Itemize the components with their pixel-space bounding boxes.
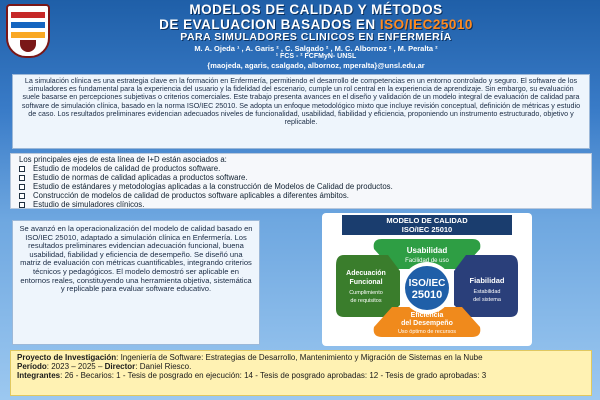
model-title-line-1: MODELO DE CALIDAD: [386, 216, 468, 225]
director-label: Director: [104, 362, 136, 372]
period-value: : 2023 – 2025 –: [46, 362, 105, 372]
project-info-footer: [10, 350, 592, 396]
period-line: [17, 362, 585, 371]
logo-stripe-red: [11, 12, 45, 18]
project-label: Proyecto de Investigación: [17, 353, 117, 362]
members-value: : 26 - Becarios: 1 - Tesis de posgrado en ejecución: 14 - Tesis de posgrado aprobadas: 12 - Tesis de grado aprobadas: 3: [60, 371, 487, 381]
authors: M. A. Ojeda ¹ , A. Garis ² , C. Salgado ² , M. C. Albornoz ² , M. Peralta ²: [194, 44, 438, 53]
checkbox-icon: [19, 202, 25, 208]
list-item: [19, 201, 583, 210]
fiabilidad-sublabel-2: del sistema: [473, 297, 501, 303]
fiabilidad-sublabel-1: Estabilidad: [473, 289, 501, 295]
eficiencia-sublabel: Uso óptimo de recursos: [397, 329, 457, 335]
author-emails: {maojeda, agaris, csalgado, albornoz, mperalta}@unsl.edu.ar: [207, 61, 425, 70]
usabilidad-label: Usabilidad: [406, 246, 448, 255]
list-item-text: Estudio de estándares y metodologías aplicadas a la construcción de Modelos de Calidad de productos.: [33, 181, 393, 191]
list-item-text: Construcción de modelos de calidad de productos software aplicables a diferentes ámbitos.: [33, 190, 349, 200]
checkbox-icon: [19, 175, 25, 181]
fiabilidad-segment: [454, 255, 518, 317]
list-item-text: Estudio de simuladores clínicos.: [33, 199, 145, 209]
checkbox-icon: [19, 193, 25, 199]
period-label: Período: [17, 362, 47, 372]
research-axes-box: [10, 153, 592, 209]
fiabilidad-label: Fiabilidad: [469, 276, 505, 285]
model-title-line-2: ISO/IEC 25010: [401, 225, 453, 234]
members-label: Integrantes: [17, 371, 61, 381]
members-line: [17, 371, 585, 380]
usabilidad-sublabel: Facilidad de uso: [405, 258, 449, 264]
abstract-box: La simulación clínica es una estrategia clave en la formación en Enfermería, permitiendo el desarrollo de competencias en un entorno controlado y seguro. El software de los simuladores es fundamental para la experiencia del usuario y la fidelidad del escenario, cumple un rol central en la experiencia de aprendizaje. Sin embargo, su evaluación suele basarse en percepciones subjetivas o criterios comerciales. Este trabajo presenta avances en el diseño y validación de un modelo integral de evaluación de calidad para software de simulación clínica, basado en la norma ISO/IEC 25010. Se adopta un enfoque metodológico mixto que incluye revisión conceptual, definición de métricas y estudio de caso. Los resultados preliminares evidencian adecuados niveles de funcionalidad, usabilidad, fiabilidad y eficiencia, proponiendo un instrumento estructurado, objetivo y replicable.: [12, 74, 590, 149]
eficiencia-label-2: del Desempeño: [401, 320, 453, 327]
title-line-3: PARA SIMULADORES CLINICOS EN ENFERMERÍA: [180, 31, 452, 43]
logo-stripe-yellow: [11, 32, 45, 38]
logo-emblem: [20, 40, 36, 52]
eficiencia-label-1: Eficiencia: [410, 312, 444, 319]
model-svg: [322, 213, 532, 346]
checkbox-icon: [19, 166, 25, 172]
affiliation: ¹ FCS - ² FCFMyN- UNSL: [275, 53, 357, 60]
university-logo: [6, 4, 50, 58]
title-line-2: [56, 17, 576, 32]
adecuacion-label-2: Funcional: [349, 279, 383, 286]
research-axes-intro: Los principales ejes de esta línea de I+D están asociados a:: [19, 155, 227, 164]
project-value: : Ingeniería de Software: Estrategias de Desarrollo, Mantenimiento y Migración de Sistemas en la Nube: [116, 353, 483, 362]
center-label-line-2: 25010: [411, 289, 443, 301]
adecuacion-segment: [336, 255, 400, 317]
poster-header: [0, 0, 600, 72]
logo-stripe-blue: [11, 22, 45, 28]
title-line-2-prefix: DE EVALUACION BASADOS EN: [159, 17, 380, 32]
checkbox-icon: [19, 184, 25, 190]
project-line: [17, 353, 585, 362]
research-axes-list: [19, 165, 583, 210]
adecuacion-sublabel-1: Cumplimiento: [349, 290, 383, 296]
adecuacion-sublabel-2: de requisitos: [350, 298, 382, 304]
director-value: : Daniel Riesco.: [135, 362, 192, 372]
quality-model-diagram: [322, 213, 532, 346]
list-item-text: Estudio de modelos de calidad de productos software.: [33, 163, 221, 173]
center-label-line-1: ISO/IEC: [408, 278, 446, 289]
results-summary-box: Se avanzó en la operacionalización del modelo de calidad basado en ISO/IEC 25010, adaptado a simulación clínica en Enfermería. Los resultados preliminares evidencian adecuación funcional, buena usabilidad, fiabilidad y eficiencia de desempeño. Se diseñó una matriz de evaluación con métricas cuantificables, integrando criterios técnicos y pedagógicos. El modelo demostró ser aplicable en entornos reales, constituyendo una herramienta objetiva, sistemática y replicable para evaluar software educativo.: [12, 220, 260, 345]
title-iso-highlight: ISO/IEC25010: [379, 17, 473, 32]
title-line-1: MODELOS DE CALIDAD Y MÉTODOS: [189, 2, 443, 17]
adecuacion-label-1: Adecuación: [346, 270, 386, 277]
list-item-text: Estudio de normas de calidad aplicadas a productos software.: [33, 172, 248, 182]
